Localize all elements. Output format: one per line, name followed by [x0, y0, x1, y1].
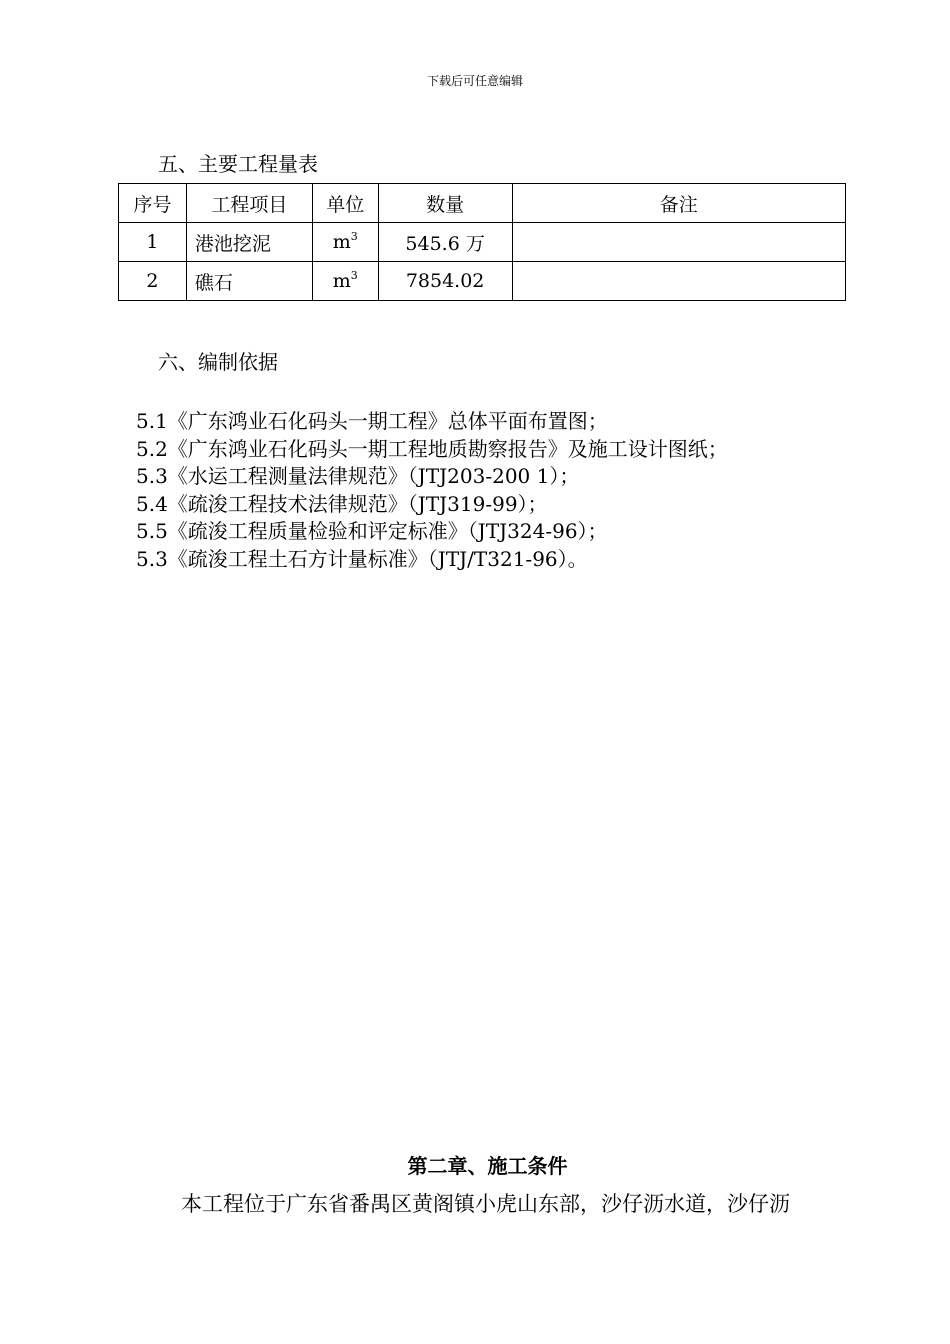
unit-text: m [332, 270, 351, 292]
cell-note [512, 223, 845, 262]
header-cell-no: 序号 [119, 184, 187, 223]
reference-item: 5.4《疏浚工程技术法律规范》（JTJ319-99）； [136, 491, 548, 516]
header-cell-note: 备注 [512, 184, 845, 223]
cell-item: 礁石 [186, 262, 312, 301]
reference-list [136, 408, 728, 573]
table-header-row [119, 184, 846, 223]
cell-no: 2 [119, 262, 187, 301]
unit-superscript: 3 [350, 269, 358, 282]
cell-note [512, 262, 845, 301]
cell-qty: 7854.02 [378, 262, 512, 301]
section-title-quantities: 五、主要工程量表 [158, 152, 318, 176]
reference-item: 5.3《疏浚工程土石方计量标准》（JTJ/T321-96）。 [136, 546, 588, 571]
cell-qty: 545.6 万 [378, 223, 512, 262]
cell-unit [312, 262, 378, 301]
reference-item: 5.3《水运工程测量法律规范》（JTJ203-200 1）； [136, 464, 580, 488]
header-cell-unit: 单位 [312, 184, 378, 223]
page-header: 下载后可任意编辑 [426, 74, 523, 88]
chapter-title: 第二章、施工条件 [407, 1154, 568, 1178]
section-title-basis: 六、编制依据 [158, 350, 278, 374]
reference-item: 5.5《疏浚工程质量检验和评定标准》（JTJ324-96）； [136, 519, 608, 543]
unit-superscript: 3 [350, 230, 358, 243]
table-row [119, 223, 846, 262]
header-cell-qty: 数量 [378, 184, 512, 223]
cell-no: 1 [119, 223, 187, 262]
cell-item: 港池挖泥 [186, 223, 312, 262]
header-cell-item: 工程项目 [186, 184, 312, 223]
chapter-paragraph: 本工程位于广东省番禺区黄阁镇小虎山东部，沙仔沥水道，沙仔沥 [181, 1192, 790, 1216]
reference-item: 5.1《广东鸿业石化码头一期工程》总体平面布置图； [136, 409, 608, 433]
reference-item: 5.2《广东鸿业石化码头一期工程地质勘察报告》及施工设计图纸； [136, 436, 728, 461]
unit-text: m [332, 231, 351, 253]
quantity-table [118, 183, 846, 301]
table-row [119, 262, 846, 301]
cell-unit [312, 223, 378, 262]
